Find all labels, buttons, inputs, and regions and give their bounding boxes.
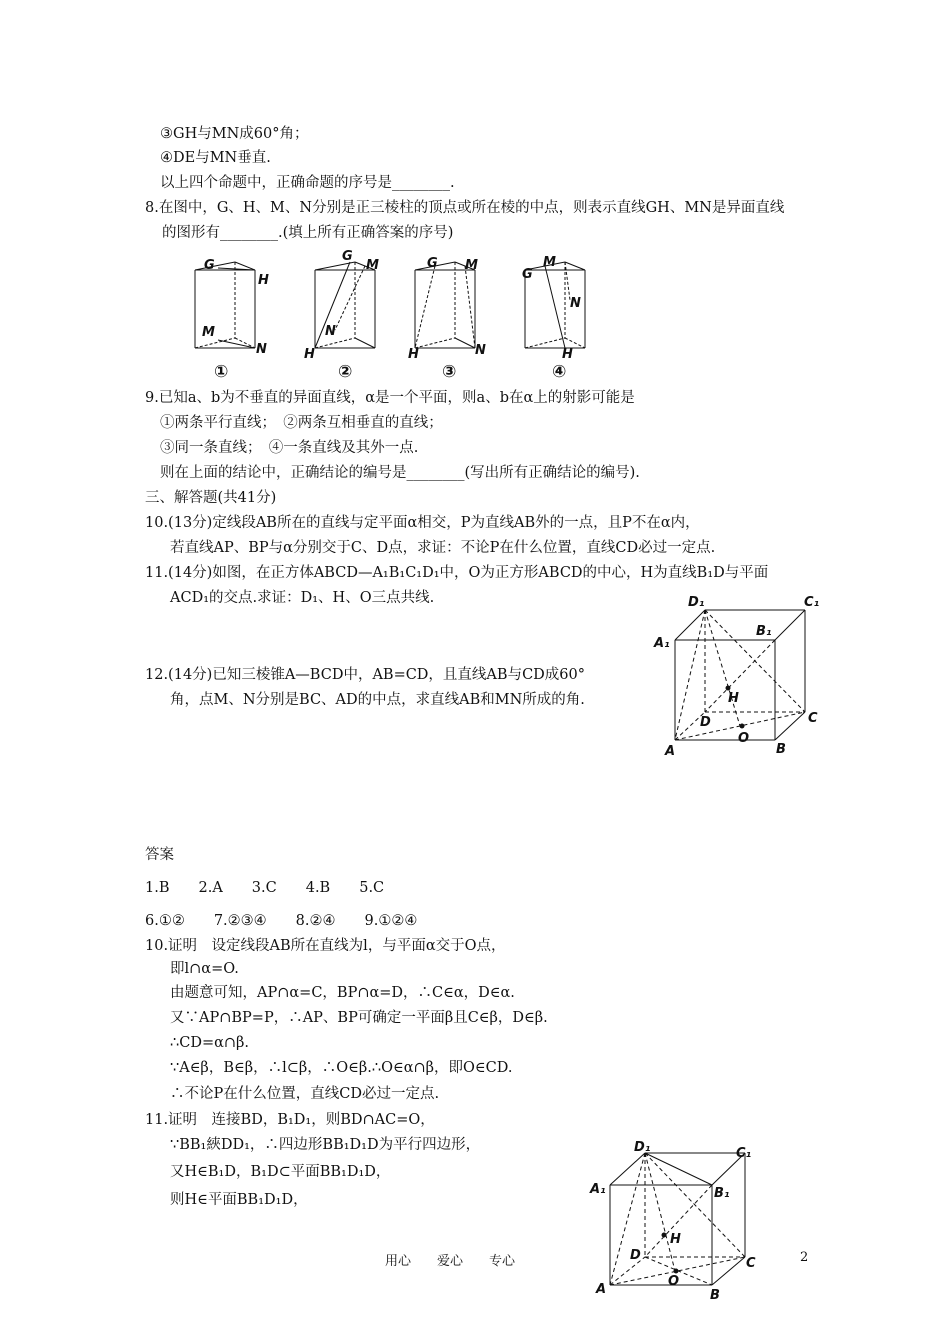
- fig8-label-3: ③: [442, 362, 457, 382]
- prop-4: ④DE与MN垂直.: [160, 150, 271, 166]
- cube2-label-c1: C₁: [736, 1146, 752, 1161]
- cube-label-h: H: [728, 691, 739, 706]
- cube-label-o: O: [738, 731, 750, 746]
- cube2-label-c: C: [746, 1256, 756, 1271]
- prop-3: ③GH与MN成60°角；: [160, 126, 309, 142]
- answers-row-2: 6.①② 7.②③④ 8.②④ 9.①②④: [145, 913, 418, 929]
- fig8-4-m: M: [543, 255, 556, 270]
- proof-11-line-4: 则H∈平面BB₁D₁D，: [170, 1192, 308, 1208]
- fig8-3-m: M: [465, 258, 478, 273]
- cube-label-d1: D₁: [688, 595, 705, 610]
- cube-label-d: D: [700, 715, 711, 730]
- proof-10-line-5: ∴CD=α∩β.: [170, 1035, 250, 1051]
- fig8-2-h: H: [304, 347, 315, 362]
- proof-10-line-3: 由题意可知，AP∩α=C，BP∩α=D，∴C∈α，D∈α.: [170, 985, 515, 1001]
- fig8-3-g: G: [427, 256, 438, 271]
- proof-10-line-1: 10.证明 设定线段AB所在直线为l，与平面α交于O点，: [145, 938, 506, 954]
- proof-11-line-2: ∵BB₁綊DD₁，∴四边形BB₁D₁D为平行四边形，: [170, 1137, 481, 1153]
- fig8-3-h: H: [408, 347, 419, 362]
- cube-label-a: A: [665, 744, 676, 759]
- fig8-1-n: N: [256, 342, 267, 357]
- question-10-line-1: 10.(13分)定线段AB所在的直线与定平面α相交，P为直线AB外的一点，且P不在α内，: [145, 515, 700, 531]
- cube2-label-d1: D₁: [634, 1140, 651, 1155]
- question-9-line-4: 则在上面的结论中，正确结论的编号是________(写出所有正确结论的编号).: [160, 465, 640, 481]
- point-h-answer: [662, 1233, 667, 1238]
- cube-label-a1: A₁: [654, 636, 670, 651]
- fig8-4-g: G: [522, 267, 533, 282]
- cube-label-c: C: [808, 711, 818, 726]
- question-8-line-2: 的图形有________.(填上所有正确答案的序号): [162, 225, 454, 241]
- question-7-prompt: 以上四个命题中，正确命题的序号是________.: [160, 175, 455, 191]
- fig8-2-n: N: [325, 324, 336, 339]
- figure-8-prisms: [180, 250, 600, 380]
- fig8-1-m: M: [202, 325, 215, 340]
- cube2-label-b1: B₁: [714, 1186, 730, 1201]
- fig8-label-2: ②: [338, 362, 353, 382]
- cube2-label-a: A: [596, 1282, 607, 1297]
- cube-figure-answer-11: [590, 1135, 780, 1305]
- fig8-4-n: N: [570, 296, 581, 311]
- cube-figure-q11: [650, 590, 830, 760]
- question-12-line-1: 12.(14分)已知三棱锥A—BCD中，AB=CD，且直线AB与CD成60°: [145, 667, 585, 683]
- proof-11-line-3: 又H∈B₁D，B₁D⊂平面BB₁D₁D，: [170, 1164, 391, 1180]
- point-o-answer: [674, 1269, 679, 1274]
- cube-label-b: B: [776, 742, 786, 757]
- proof-10-line-7: ∴不论P在什么位置，直线CD必过一定点.: [170, 1086, 440, 1102]
- fig8-2-g: G: [342, 249, 353, 264]
- question-8-line-1: 8.在图中，G、H、M、N分别是正三棱柱的顶点或所在棱的中点，则表示直线GH、MN是异面直线: [145, 200, 785, 216]
- page-footer: 用心 爱心 专心: [385, 1254, 516, 1269]
- proof-10-line-2: 即l∩α=O.: [170, 961, 239, 977]
- question-11-line-1: 11.(14分)如图，在正方体ABCD—A₁B₁C₁D₁中，O为正方形ABCD的中心，H为直线B₁D与平面: [145, 565, 769, 581]
- point-o: [740, 724, 745, 729]
- answers-row-1: 1.B 2.A 3.C 4.B 5.C: [145, 880, 385, 896]
- question-12-line-2: 角，点M、N分别是BC、AD的中点，求直线AB和MN所成的角.: [170, 692, 585, 708]
- question-9-line-1: 9.已知a、b为不垂直的异面直线，α是一个平面，则a、b在α上的射影可能是: [145, 390, 635, 406]
- fig8-1-h: H: [258, 273, 269, 288]
- cube2-label-h: H: [670, 1232, 681, 1247]
- fig8-label-4: ④: [552, 362, 567, 382]
- proof-11-line-1: 11.证明 连接BD，B₁D₁，则BD∩AC=O，: [145, 1112, 435, 1128]
- answers-title: 答案: [145, 847, 174, 863]
- page-number: 2: [800, 1250, 809, 1265]
- fig8-2-m: M: [366, 258, 379, 273]
- question-9-line-2: ①两条平行直线； ②两条互相垂直的直线；: [160, 415, 443, 431]
- fig8-1-g: G: [204, 258, 215, 273]
- cube-label-c1: C₁: [804, 595, 820, 610]
- cube2-label-o: O: [668, 1274, 680, 1289]
- proof-10-line-6: ∵A∈β，B∈β，∴l⊂β，∴O∈β.∴O∈α∩β，即O∈CD.: [170, 1060, 513, 1076]
- question-10-line-2: 若直线AP、BP与α分别交于C、D点，求证：不论P在什么位置，直线CD必过一定点.: [170, 540, 716, 556]
- cube2-label-d: D: [630, 1248, 641, 1263]
- fig8-label-1: ①: [214, 362, 229, 382]
- proof-10-line-4: 又∵AP∩BP=P，∴AP、BP可确定一平面β且C∈β，D∈β.: [170, 1010, 548, 1026]
- cube2-label-b: B: [710, 1288, 720, 1303]
- fig8-4-h: H: [562, 347, 573, 362]
- cube2-label-a1: A₁: [590, 1182, 606, 1197]
- cube-label-b1: B₁: [756, 624, 772, 639]
- point-h: [726, 686, 731, 691]
- question-9-line-3: ③同一条直线； ④一条直线及其外一点.: [160, 440, 419, 456]
- question-11-line-2: ACD₁的交点.求证：D₁、H、O三点共线.: [170, 590, 435, 606]
- section-3-heading: 三、解答题(共41分): [145, 490, 277, 506]
- fig8-3-n: N: [475, 343, 486, 358]
